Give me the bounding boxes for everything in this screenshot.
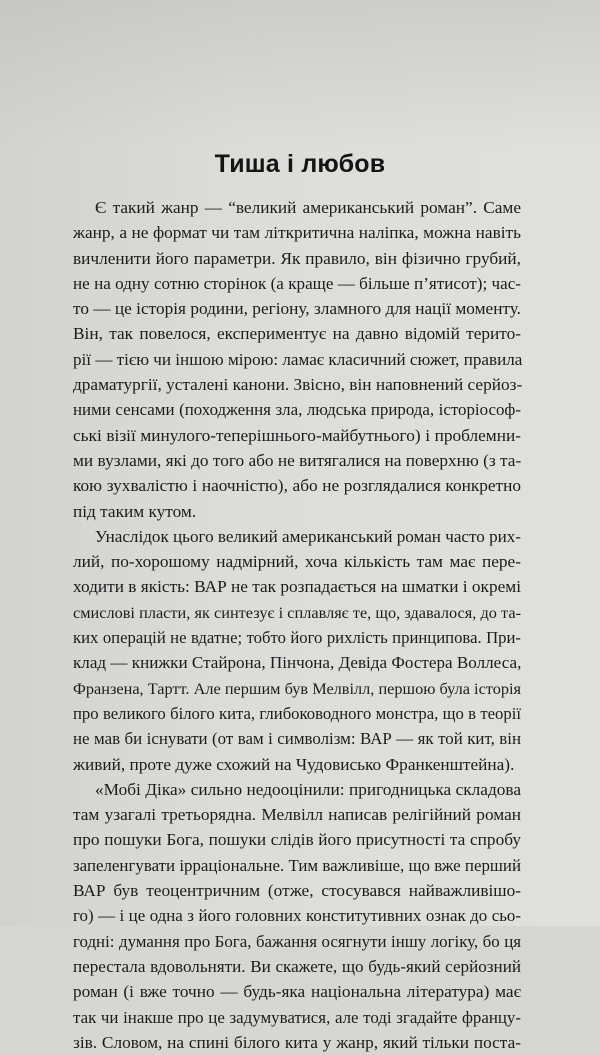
text-line: вичленити його параметри. Як правило, він фізично грубий, [73, 248, 521, 268]
text-line: Він, так повелося, експериментує на давно відомій терито- [73, 324, 521, 344]
text-line: роман (і вже точно — будь-яка національна література) має [73, 982, 521, 1002]
text-line: запеленгувати ірраціональне. Тим важливіше, що вже перший [73, 855, 521, 875]
text-line: ми вузлами, які до того або не витягалися на поверхню (з та- [73, 450, 522, 470]
text-line: Унаслідок цього великий американський роман часто рих- [95, 526, 521, 546]
text-line: не мав би існувати (от вам і символізм: ВАР — як той кит, він [73, 729, 521, 749]
text-line: го) — і це одна з його головних конститутивних ознак до сьо- [73, 906, 521, 926]
text-line: годні: думання про Бога, бажання осягнути іншу логіку, бо ця [73, 931, 521, 951]
text-line: то — це історія родини, регіону, зламного для нації моменту. [73, 299, 521, 319]
text-line: рії — тією чи іншою мірою: ламає класичний сюжет, правила [73, 349, 523, 369]
show-through-shadow [0, 0, 600, 150]
text-line: живий, проте дуже схожий на Чудовисько Франкенштейна). [73, 754, 515, 774]
text-line: про великого білого кита, глибоководного монстра, що в теорії [73, 703, 521, 723]
text-line: там узагалі третьорядна. Мелвілл написав релігійний роман [73, 805, 521, 825]
text-line: ними сенсами (походження зла, людська природа, історіософ- [73, 400, 521, 420]
text-line: смислові пласти, як синтезує і сплавляє те, що, здавалося, до та- [73, 602, 521, 622]
text-line: не на одну сотню сторінок (а краще — більше п’ятисот); час- [73, 273, 521, 293]
text-line: ВАР був теоцентричним (отже, стосувався найважливішо- [73, 881, 521, 901]
text-line: «Мобі Діка» сильно недооцінили: пригодницька складова [95, 779, 521, 799]
text-line: Франзена, Тартт. Але першим був Мелвілл, першою була історія [73, 678, 521, 698]
text-line: клад — книжки Стайрона, Пінчона, Девіда Фостера Воллеса, [73, 653, 522, 673]
text-line: лий, по-хорошому надмірний, хоча кількість там має пере- [73, 552, 521, 572]
text-line: зів. Словом, на спині білого кита у жанр, який тільки поста- [73, 1032, 521, 1052]
text-line: Є такий жанр — “великий американський роман”. Саме [95, 198, 521, 217]
text-line: ких операцій не вдатне; тобто його рихлість принципова. При- [73, 628, 521, 648]
text-line: драматургії, усталені канони. Звісно, він наповнений серйоз- [73, 375, 523, 395]
chapter-title: Тиша і любов [214, 150, 386, 178]
text-line: ські візії минулого-теперішнього-майбутнього) і проблемни- [73, 425, 521, 445]
text-line: кою зухвалістю і наочністю), або не розглядалися конкретно [73, 476, 521, 496]
text-line: під таким кутом. [73, 501, 197, 521]
text-line: жанр, а не формат чи там літкритична наліпка, можна навіть [73, 223, 521, 243]
body-text [73, 195, 521, 1055]
text-line: так чи інакше про це задумуватися, але тоді згадайте францу- [73, 1007, 521, 1027]
text-line: перестала вдовольняти. Ви скажете, що будь-який серйозний [73, 956, 521, 976]
text-line: про пошуки Бога, пошуки слідів його присутності та спробу [73, 830, 521, 850]
text-line: ходити в якість: ВАР не так розпадається на шматки і окремі [73, 577, 521, 597]
